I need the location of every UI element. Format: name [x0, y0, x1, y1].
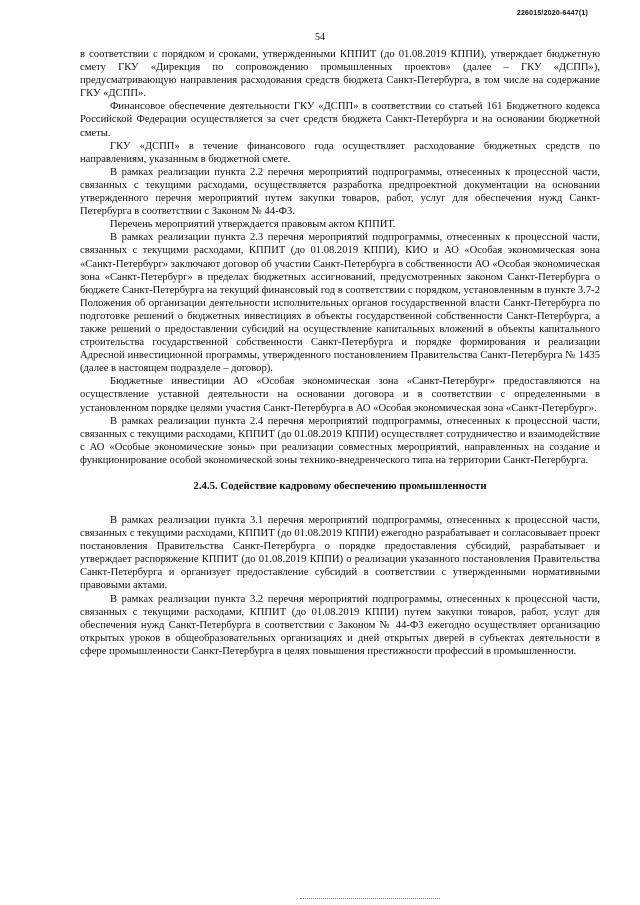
document-number: 226015/2020-6447(1)	[516, 10, 588, 17]
document-body	[80, 48, 600, 658]
paragraph-2: Финансовое обеспечение деятельности ГКУ «ДСПП» в соответствии со статьей 161 Бюджетного кодекса Российской Федерации осуществляется за счет средств бюджета Санкт-Петербурга и на основании бюджетной сметы.	[80, 101, 600, 139]
paragraph-7: Бюджетные инвестиции АО «Особая экономическая зона «Санкт-Петербург» предоставляются на осуществление уставной деятельности на основании договора и в соответствии с определенными в установленном порядке целями участия Санкт-Петербурга в АО «Особая экономическая зона «Санкт-Петербург».	[80, 376, 600, 414]
paragraph-9: В рамках реализации пункта 3.1 перечня мероприятий подпрограммы, отнесенных к процессной части, связанных с текущими расходами, КППИТ (до 01.08.2019 КППИ) ежегодно разрабатывает и согласовывает проект постановления Правительства Санкт-Петербурга о порядке предоставления субсидий, разрабатывает и утверждает распоряжение КППИТ (до 01.08.2019 КППИ) о реализации указанного постановления Правительства Санкт-Петербурга и организует предоставление субсидий в соответствии с утвержденными нормативными правовыми актами.	[80, 515, 600, 592]
paragraph-1: в соответствии с порядком и сроками, утвержденными КППИТ (до 01.08.2019 КППИ), утверждает бюджетную смету ГКУ «Дирекция по сопровождению промышленных проектов» (далее – ГКУ «ДСПП»), предусматривающую направления расходования средств бюджета Санкт-Петербурга, в том числе на содержание ГКУ «ДСПП».	[80, 49, 600, 100]
page-number: 54	[315, 32, 325, 43]
paragraph-5: Перечень мероприятий утверждается правовым актом КППИТ.	[110, 219, 396, 231]
section-heading: 2.4.5. Содействие кадровому обеспечению промышленности	[193, 480, 487, 492]
scan-artifact	[300, 898, 440, 901]
paragraph-6: В рамках реализации пункта 2.3 перечня мероприятий подпрограммы, отнесенных к процессной части, связанных с текущими расходами, КППИТ (до 01.08.2019 КППИ), КИО и АО «Особая экономическая зона «Санкт-Петербург» заключают договор об участии Санкт-Петербурга в собственности АО «Особая экономическая зона «Санкт-Петербург» в пределах бюджетных ассигнований, предусмотренных законом Санкт-Петербурга о бюджете Санкт-Петербурга на текущий финансовый год в соответствии с порядком, установленным в пункте 3.7-2 Положения об организации деятельности исполнительных органов государственной власти Санкт-Петербурга по подготовке решений о бюджетных инвестициях в объекты государственной собственности Санкт-Петербурга, а также решений о предоставлении субсидий на осуществление капитальных вложений в объекты капитального строительства государственной собственности Санкт-Петербурга и порядке формирования и реализации Адресной инвестиционной программы, утвержденного постановлением Правительства Санкт-Петербурга № 1435 (далее в настоящем подразделе – договор).	[80, 232, 600, 375]
paragraph-10: В рамках реализации пункта 3.2 перечня мероприятий подпрограммы, отнесенных к процессной части, связанных с текущими расходами, КППИТ (до 01.08.2019 КППИ) путем закупки товаров, работ, услуг для обеспечения нужд Санкт-Петербурга в соответствии с Законом № 44-ФЗ ежегодно осуществляет организацию открытых уроков в общеобразовательных организациях и дней открытых дверей в субъектах деятельности в сфере промышленности Санкт-Петербурга в целях повышения престижности профессий в промышленности.	[80, 593, 600, 657]
paragraph-3: ГКУ «ДСПП» в течение финансового года осуществляет расходование бюджетных средств по направлениям, указанным в бюджетной смете.	[80, 140, 600, 165]
paragraph-4: В рамках реализации пункта 2.2 перечня мероприятий подпрограммы, отнесенных к процессной части, связанных с текущими расходами, осуществляется разработка предпроектной документации на основании утвержденного перечня мероприятий путем закупки товаров, работ, услуг для обеспечения нужд Санкт-Петербурга в соответствии с Законом № 44-ФЗ.	[80, 166, 600, 218]
paragraph-8: В рамках реализации пункта 2.4 перечня мероприятий подпрограммы, отнесенных к процессной части, связанных с текущими расходами, КППИТ (до 01.08.2019 КППИ) осуществляет сотрудничество и взаимодействие с АО «Особые экономические зоны» при реализации совместных мероприятий, направленных на создание и функционирование особой экономической зоны технико-внедренческого типа на территории Санкт-Петербурга.	[80, 415, 600, 466]
